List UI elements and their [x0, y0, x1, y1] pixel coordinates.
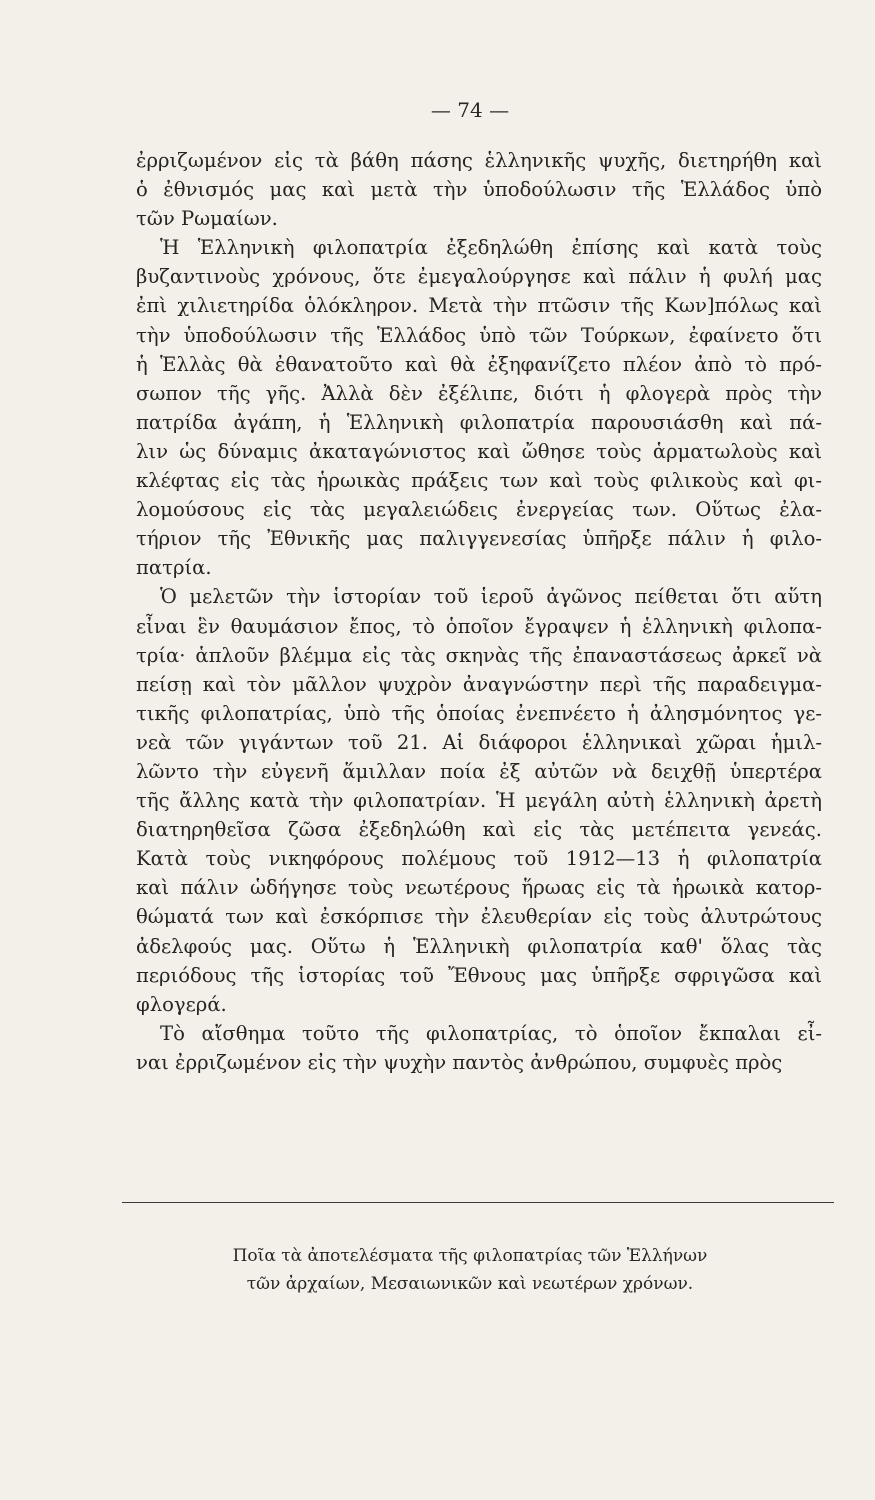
text-line: πατρία.	[136, 556, 212, 580]
text-line: τρία· ἁπλοῦν βλέμμα εἰς τὰς σκηνὰς τῆς ἐπαναστάσεως ἀρκεῖ νὰ	[136, 643, 822, 667]
text-line: Ὁ μελετῶν τὴν ἱστορίαν τοῦ ἱεροῦ ἀγῶνος πείθεται ὅτι αὕτη	[160, 585, 822, 609]
text-line: σωπον τῆς γῆς. Ἀλλὰ δὲν ἐξέλιπε, διότι ἡ φλογερὰ πρὸς τὴν	[136, 381, 822, 405]
text-line: τήριον τῆς Ἐθνικῆς μας παλιγγενεσίας ὑπῆρξε πάλιν ἡ φιλο-	[136, 527, 822, 551]
text-line: Τὸ αἴσθημα τοῦτο τῆς φιλοπατρίας, τὸ ὁποῖον ἔκπαλαι εἶ-	[160, 1021, 822, 1045]
text-line: καὶ πάλιν ὡδήγησε τοὺς νεωτέρους ἥρωας εἰς τὰ ἡρωικὰ κατορ-	[136, 876, 822, 900]
text-line: λομούσους εἰς τὰς μεγαλειώδεις ἐνεργείας των. Οὕτως ἐλα-	[136, 498, 822, 522]
text-line: διατηρηθεῖσα ζῶσα ἐξεδηλώθη καὶ εἰς τὰς μετέπειτα γενεάς.	[136, 818, 822, 842]
paragraph	[136, 146, 822, 233]
text-line: λῶντο τὴν εὐγενῆ ἅμιλλαν ποία ἐξ αὐτῶν νὰ δειχθῇ ὑπερτέρα	[136, 759, 822, 783]
text-line: Ἡ Ἑλληνικὴ φιλοπατρία ἐξεδηλώθη ἐπίσης καὶ κατὰ τοὺς	[160, 236, 822, 260]
text-line: ἡ Ἑλλὰς θὰ ἐθανατοῦτο καὶ θὰ ἐξηφανίζετο πλέον ἀπὸ τὸ πρό-	[136, 352, 822, 376]
text-line: Κατὰ τοὺς νικηφόρους πολέμους τοῦ 1912—13 ἡ φιλοπατρία	[136, 847, 822, 871]
body-text	[136, 146, 822, 1077]
text-line: νεὰ τῶν γιγάντων τοῦ 21. Αἱ διάφοροι ἑλληνικαὶ χῶραι ἡμιλ-	[136, 730, 822, 754]
text-line: περιόδους τῆς ἱστορίας τοῦ Ἔθνους μας ὑπῆρξε σφριγῶσα καὶ	[136, 963, 822, 987]
text-line: τῶν Ρωμαίων.	[136, 207, 278, 231]
text-line: ἀδελφούς μας. Οὕτω ἡ Ἑλληνικὴ φιλοπατρία καθ' ὅλας τὰς	[136, 934, 822, 958]
paragraph	[136, 1019, 822, 1077]
text-line: ὁ ἐθνισμός μας καὶ μετὰ τὴν ὑποδούλωσιν τῆς Ἑλλάδος ὑπὸ	[136, 178, 822, 202]
footnote-line: τῶν ἀρχαίων, Μεσαιωνικῶν καὶ νεωτέρων χρόνων.	[246, 1274, 694, 1294]
text-line: τικῆς φιλοπατρίας, ὑπὸ τῆς ὁποίας ἐνεπνέετο ἡ ἀλησμόνητος γε-	[136, 701, 822, 725]
text-line: θώματά των καὶ ἐσκόρπισε τὴν ἐλευθερίαν εἰς τοὺς ἀλυτρώτους	[136, 905, 822, 929]
text-line: τῆς ἄλλης κατὰ τὴν φιλοπατρίαν. Ἡ μεγάλη αὐτὴ ἑλληνικὴ ἀρετὴ	[136, 789, 822, 813]
footnote-divider	[122, 1202, 834, 1203]
text-line: ἐρριζωμένον εἰς τὰ βάθη πάσης ἑλληνικῆς ψυχῆς, διετηρήθη καὶ	[136, 149, 822, 172]
text-line: κλέφτας εἰς τὰς ἡρωικὰς πράξεις των καὶ τοὺς φιλικοὺς καὶ φι-	[136, 469, 822, 493]
paragraph	[136, 582, 822, 1018]
text-line: βυζαντινοὺς χρόνους, ὅτε ἐμεγαλούργησε καὶ πάλιν ἡ φυλή μας	[136, 265, 822, 289]
text-line: τὴν ὑποδούλωσιν τῆς Ἑλλάδος ὑπὸ τῶν Τούρκων, ἐφαίνετο ὅτι	[136, 323, 822, 347]
text-line: φλογερά.	[136, 992, 227, 1016]
text-line: πείσῃ καὶ τὸν μᾶλλον ψυχρὸν ἀναγνώστην περὶ τῆς παραδειγμα-	[136, 672, 822, 696]
footnote	[120, 1242, 820, 1298]
paragraph	[136, 233, 822, 582]
text-line: λιν ὡς δύναμις ἀκαταγώνιστος καὶ ὤθησε τοὺς ἁρματωλοὺς καὶ	[136, 439, 822, 463]
text-line: πατρίδα ἀγάπη, ἡ Ἑλληνικὴ φιλοπατρία παρουσιάσθη καὶ πά-	[136, 410, 822, 434]
footnote-line: Ποῖα τὰ ἀποτελέσματα τῆς φιλοπατρίας τῶν Ἑλλήνων	[232, 1246, 708, 1266]
text-line: ναι ἐρριζωμένον εἰς τὴν ψυχὴν παντὸς ἀνθρώπου, συμφυὲς πρὸς	[136, 1050, 783, 1074]
text-line: εἶναι ἓν θαυμάσιον ἔπος, τὸ ὁποῖον ἔγραψεν ἡ ἑλληνικὴ φιλοπα-	[136, 614, 822, 638]
text-line: ἐπὶ χιλιετηρίδα ὁλόκληρον. Μετὰ τὴν πτῶσιν τῆς Κων]πόλως καὶ	[136, 294, 822, 318]
page-number: — 74 —	[430, 98, 510, 122]
